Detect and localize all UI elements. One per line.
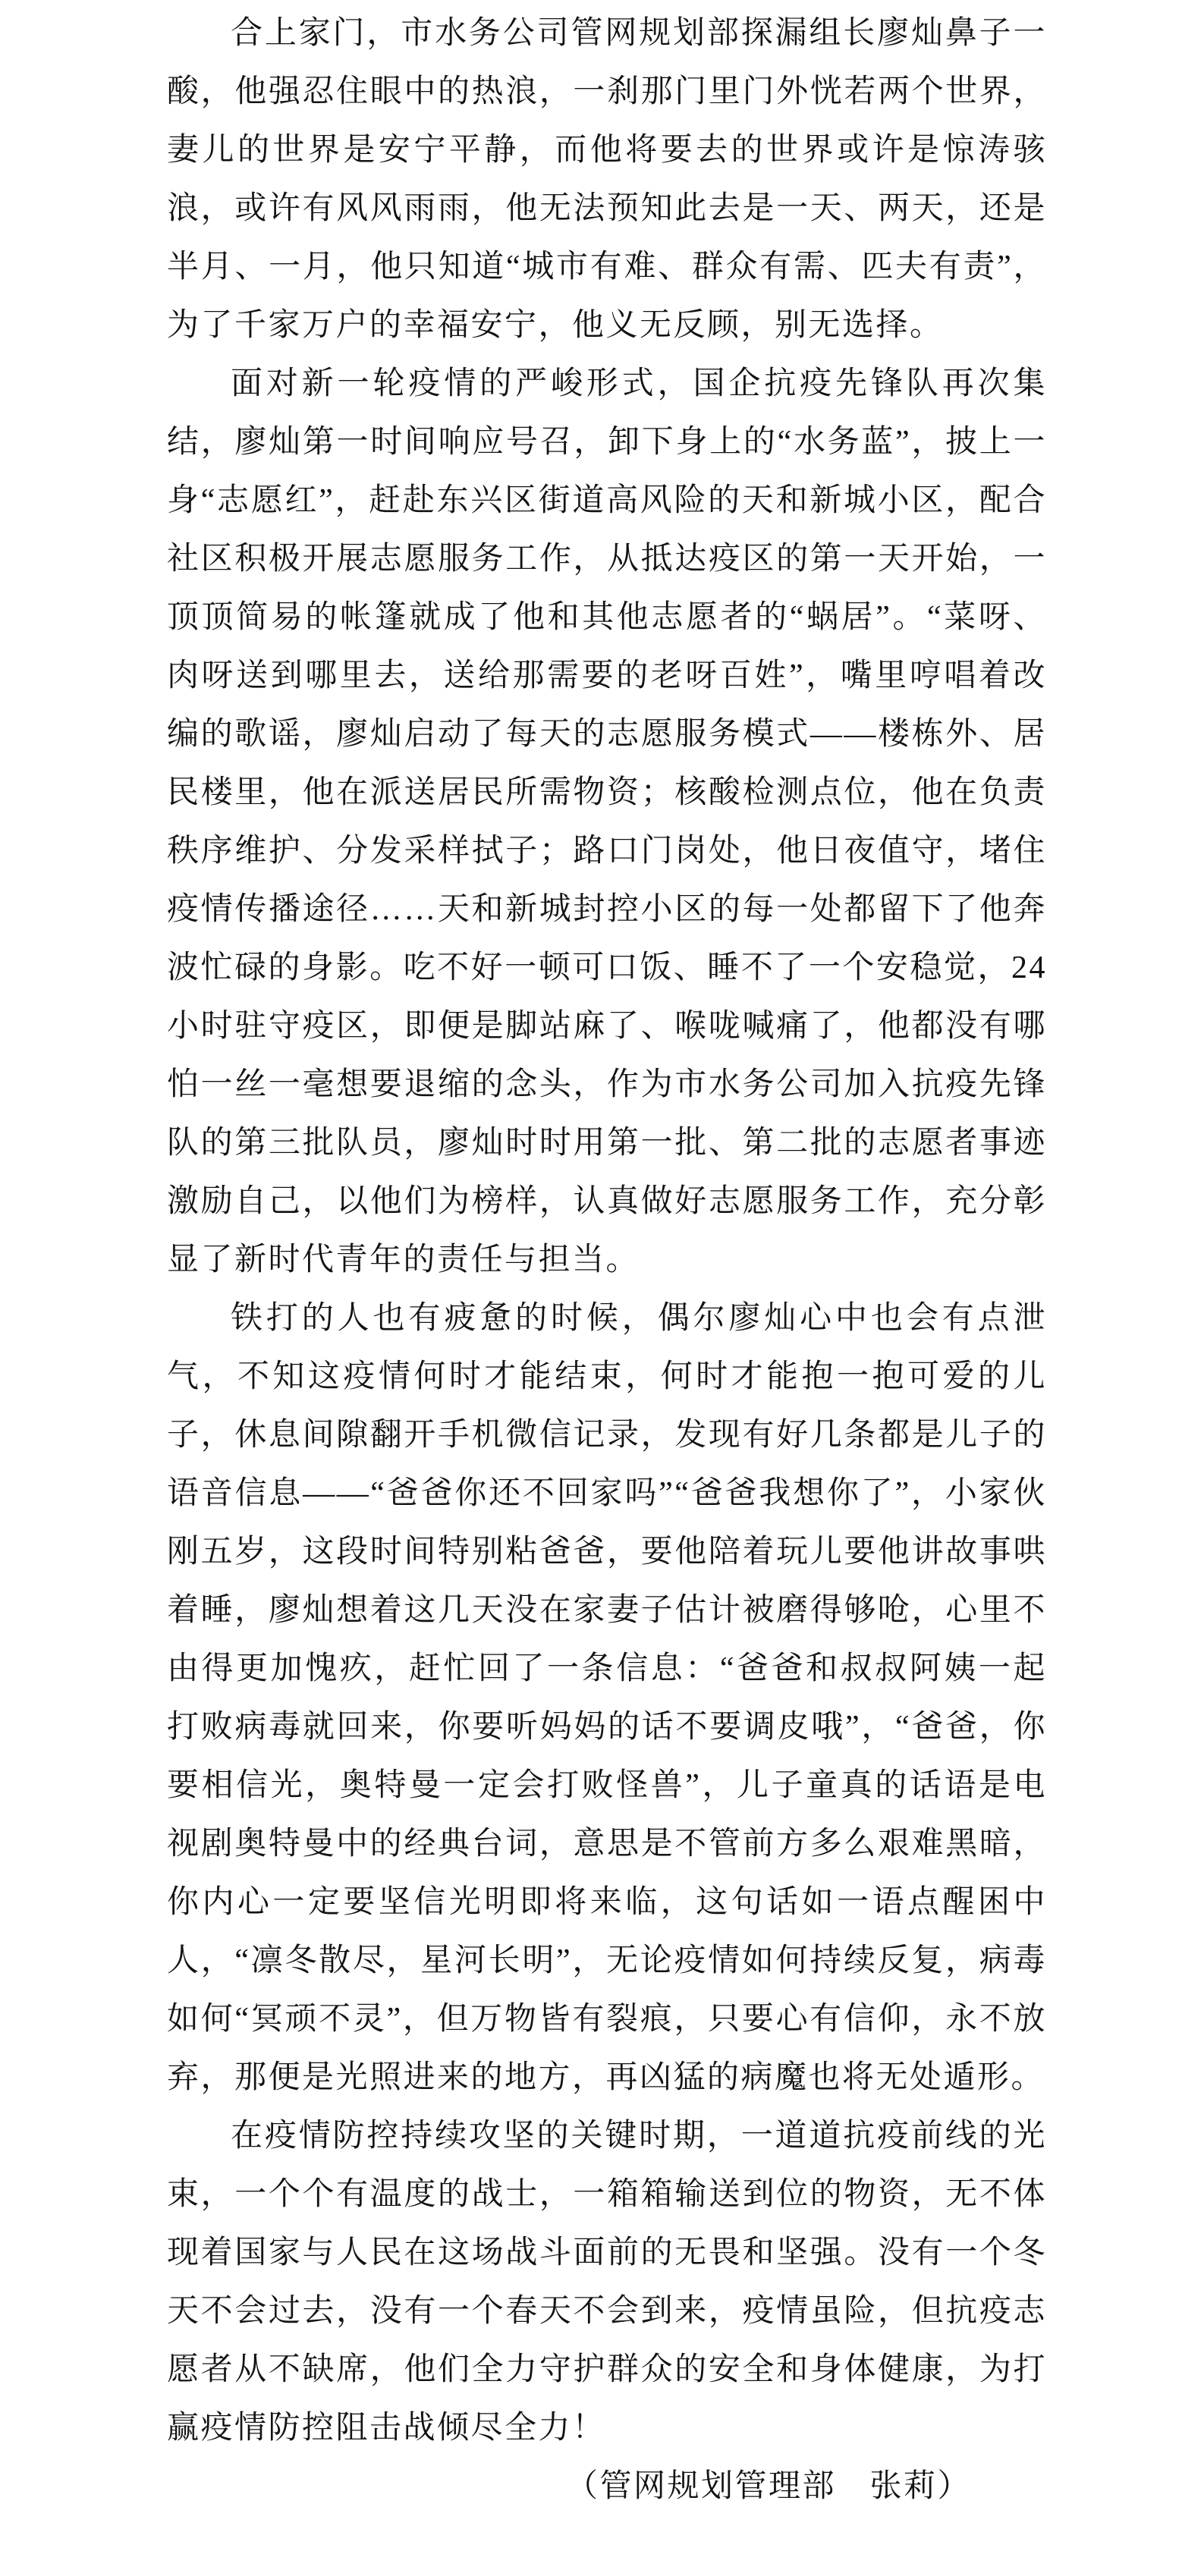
signature-line: （管网规划管理部 张莉） bbox=[565, 2469, 971, 2504]
body-paragraph: 合上家门，市水务公司管网规划部探漏组长廖灿鼻子一酸，他强忍住眼中的热浪，一刹那门里门外恍若两个世界，妻儿的世界是安宁平静，而他将要去的世界或许是惊涛骇浪，或许有风风雨雨，他无法预知此去是一天、两天，还是半月、一月，他只知道“城市有难、群众有需、匹夫有责”，为了千家万户的幸福安宁，他义无反顾，别无选择。 bbox=[167, 16, 1047, 343]
body-paragraph: 面对新一轮疫情的严峻形式，国企抗疫先锋队再次集结，廖灿第一时间响应号召，卸下身上的“水务蓝”，披上一身“志愿红”，赶赴东兴区街道高风险的天和新城小区，配合社区积极开展志愿服务工作，从抵达疫区的第一天开始，一顶顶简易的帐篷就成了他和其他志愿者的“蜗居”。“菜呀、肉呀送到哪里去，送给那需要的老呀百姓”，嘴里哼唱着改编的歌谣，廖灿启动了每天的志愿服务模式——楼栋外、居民楼里，他在派送居民所需物资；核酸检测点位，他在负责秩序维护、分发采样拭子；路口门岗处，他日夜值守，堵住疫情传播途径……天和新城封控小区的每一处都留下了他奔波忙碌的身影。吃不好一顿可口饭、睡不了一个安稳觉，24 小时驻守疫区，即便是脚站麻了、喉咙喊痛了，他都没有哪怕一丝一毫想要退缩的念头，作为市水务公司加入抗疫先锋队的第三批队员，廖灿时时用第一批、第二批的志愿者事迹激励自己，以他们为榜样，认真做好志愿服务工作，充分彰显了新时代青年的责任与担当。 bbox=[167, 366, 1047, 1277]
body-paragraph: 在疫情防控持续攻坚的关键时期，一道道抗疫前线的光束，一个个有温度的战士，一箱箱输送到位的物资，无不体现着国家与人民在这场战斗面前的无畏和坚强。没有一个冬天不会过去，没有一个春天不会到来，疫情虽险，但抗疫志愿者从不缺席，他们全力守护群众的安全和身体健康，为打赢疫情防控阻击战倾尽全力！ bbox=[167, 2119, 1047, 2446]
body-paragraph: 铁打的人也有疲惫的时候，偶尔廖灿心中也会有点泄气，不知这疫情何时才能结束，何时才能抱一抱可爱的儿子，休息间隙翻开手机微信记录，发现有好几条都是儿子的语音信息——“爸爸你还不回家吗”“爸爸我想你了”，小家伙刚五岁，这段时间特别粘爸爸，要他陪着玩儿要他讲故事哄着睡，廖灿想着这几天没在家妻子估计被磨得够呛，心里不由得更加愧疚，赶忙回了一条信息：“爸爸和叔叔阿姨一起打败病毒就回来，你要听妈妈的话不要调皮哦”，“爸爸，你要相信光，奥特曼一定会打败怪兽”，儿子童真的话语是电视剧奥特曼中的经典台词，意思是不管前方多么艰难黑暗，你内心一定要坚信光明即将来临，这句话如一语点醒困中人，“凛冬散尽，星河长明”，无论疫情如何持续反复，病毒如何“冥顽不灵”，但万物皆有裂痕，只要心有信仰，永不放弃，那便是光照进来的地方，再凶猛的病魔也将无处遁形。 bbox=[167, 1301, 1047, 2095]
